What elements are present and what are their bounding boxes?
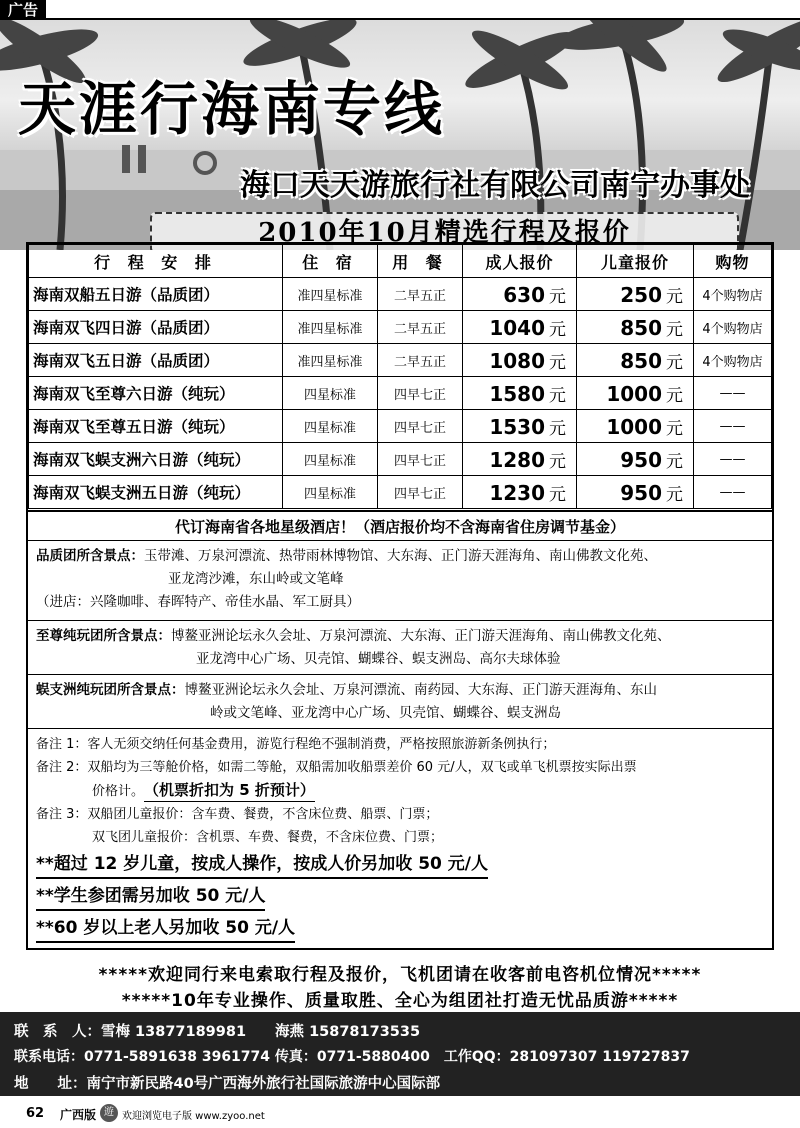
meal-cell: 四早七正 <box>378 476 463 509</box>
route-cell: 海南双飞四日游（品质团） <box>29 311 283 344</box>
table-row <box>29 476 772 509</box>
adult-price: 1040 <box>489 315 545 340</box>
shop-cell: 4个购物店 <box>694 344 772 377</box>
header-child: 儿童报价 <box>577 245 694 278</box>
premium-label: 至尊纯玩团所含景点： <box>36 628 171 644</box>
hotel-cell: 准四星标准 <box>283 311 378 344</box>
wuzhizhou-line1 <box>36 679 764 702</box>
contact-panel <box>0 1012 800 1096</box>
adult-price-cell <box>463 311 577 344</box>
quality-line2: 亚龙湾沙滩，东山岭或文笔峰 <box>168 571 344 587</box>
quality-label: 品质团所含景点： <box>36 548 144 564</box>
child-price: 1000 <box>606 381 662 406</box>
quality-line1 <box>36 545 764 568</box>
table-row <box>29 311 772 344</box>
table-row <box>29 278 772 311</box>
meal-cell: 四早七正 <box>378 377 463 410</box>
date-banner: 2010年10月精选行程及报价 <box>150 212 739 250</box>
child-price: 850 <box>620 348 662 373</box>
hotel-cell: 四星标准 <box>283 377 378 410</box>
table-header-row <box>29 245 772 278</box>
adult-price-cell <box>463 278 577 311</box>
wuzhizhou-label: 蜈支洲纯玩团所含景点： <box>36 682 185 698</box>
table-row <box>29 443 772 476</box>
currency-unit: 元 <box>549 385 566 406</box>
adult-price-cell <box>463 443 577 476</box>
note-2-line2 <box>36 779 764 803</box>
note-bold-1-wrap <box>36 851 764 879</box>
hotel-cell: 四星标准 <box>283 476 378 509</box>
contact-address: 地 址：南宁市新民路40号广西海外旅行社国际旅游中心国际部 <box>14 1076 441 1092</box>
meal-cell: 四早七正 <box>378 443 463 476</box>
currency-unit: 元 <box>549 451 566 472</box>
child-price-cell <box>577 410 694 443</box>
note-3b: 双飞团儿童报价：含机票、车费、餐费，不含床位费、门票； <box>92 830 444 845</box>
notes-section <box>28 728 772 950</box>
route-cell: 海南双飞至尊六日游（纯玩） <box>29 377 283 410</box>
currency-unit: 元 <box>549 484 566 505</box>
child-price-cell <box>577 377 694 410</box>
currency-unit: 元 <box>666 484 683 505</box>
magazine-logo-icon: 遊 <box>100 1104 118 1122</box>
shop-cell: 4个购物店 <box>694 311 772 344</box>
ad-tag: 广告 <box>0 0 46 20</box>
note-bold-3-wrap <box>36 915 764 943</box>
currency-unit: 元 <box>666 385 683 406</box>
note-bold-3: **60 岁以上老人另加收 50 元/人 <box>36 915 295 943</box>
premium-line1 <box>36 625 764 648</box>
hotel-cell: 准四星标准 <box>283 344 378 377</box>
shop-cell: 4个购物店 <box>694 278 772 311</box>
note-3a: 备注 3：双船团儿童报价：含车费、餐费，不含床位费、船票、门票； <box>36 807 439 822</box>
route-cell: 海南双船五日游（品质团） <box>29 278 283 311</box>
premium-tour-section <box>28 620 772 674</box>
magazine-edition: 广西版 <box>60 1108 97 1122</box>
note-bold-2-wrap <box>36 883 764 911</box>
adult-price-cell <box>463 410 577 443</box>
meal-cell: 二早五正 <box>378 278 463 311</box>
child-price-cell <box>577 344 694 377</box>
note-bold-2: **学生参团需另加收 50 元/人 <box>36 883 265 911</box>
shop-cell: —— <box>694 377 772 410</box>
quality-spots: 玉带滩、万泉河漂流、热带雨林博物馆、大东海、正门游天涯海角、南山佛教文化苑、 <box>144 548 657 564</box>
child-price: 850 <box>620 315 662 340</box>
slogan-1: *****欢迎同行来电索取行程及报价，飞机团请在收客前电咨机位情况***** <box>98 965 702 985</box>
shop-cell: —— <box>694 443 772 476</box>
child-price-cell <box>577 311 694 344</box>
meal-cell: 二早五正 <box>378 311 463 344</box>
currency-unit: 元 <box>549 319 566 340</box>
meal-cell: 四早七正 <box>378 410 463 443</box>
adult-price: 630 <box>503 282 545 307</box>
header-route: 行 程 安 排 <box>29 245 283 278</box>
page-number: 62 <box>26 1106 45 1121</box>
currency-unit: 元 <box>666 286 683 307</box>
header-shop: 购物 <box>694 245 772 278</box>
headline-title: 天涯行海南专线 <box>18 75 446 143</box>
route-cell: 海南双飞蜈支洲五日游（纯玩） <box>29 476 283 509</box>
currency-unit: 元 <box>666 319 683 340</box>
hotel-booking-note: 代订海南省各地星级酒店！（酒店报价均不含海南省住房调节基金） <box>28 510 772 540</box>
route-cell: 海南双飞五日游（品质团） <box>29 344 283 377</box>
adult-price: 1280 <box>489 447 545 472</box>
adult-price: 1080 <box>489 348 545 373</box>
hero-banner <box>0 20 800 250</box>
child-price: 950 <box>620 480 662 505</box>
meal-cell: 二早五正 <box>378 344 463 377</box>
quality-shops: （进店：兴隆咖啡、春晖特产、帝佳水晶、军工厨具） <box>36 594 360 610</box>
website-link[interactable]: 欢迎浏览电子版 www.zyoo.net <box>122 1111 265 1122</box>
adult-price: 1530 <box>489 414 545 439</box>
page-footer <box>0 1100 800 1128</box>
shop-cell: —— <box>694 410 772 443</box>
table-row <box>29 377 772 410</box>
wuzhizhou-spots: 博鳌亚洲论坛永久会址、万泉河漂流、南药园、大东海、正门游天涯海角、东山 <box>184 682 657 698</box>
currency-unit: 元 <box>666 451 683 472</box>
adult-price: 1230 <box>489 480 545 505</box>
hotel-cell: 准四星标准 <box>283 278 378 311</box>
note-bold-1: **超过 12 岁儿童，按成人操作，按成人价另加收 50 元/人 <box>36 851 488 879</box>
header-hotel: 住 宿 <box>283 245 378 278</box>
slogan-2: *****10年专业操作、质量取胜、全心为组团社打造无忧品质游***** <box>121 991 679 1011</box>
quality-tour-section <box>28 540 772 618</box>
note-2c: （机票折扣为 5 折预计） <box>144 779 315 802</box>
header-meal: 用 餐 <box>378 245 463 278</box>
note-2a: 备注 2：双船均为三等舱价格，如需二等舱，双船需加收船票差价 60 元/人，双飞或单飞机票按实际出票 <box>36 760 637 775</box>
shop-cell: —— <box>694 476 772 509</box>
child-price-cell <box>577 443 694 476</box>
child-price: 250 <box>620 282 662 307</box>
wuzhizhou-line2: 岭或文笔峰、亚龙湾中心广场、贝壳馆、蝴蝶谷、蜈支洲岛 <box>210 705 561 721</box>
hotel-cell: 四星标准 <box>283 410 378 443</box>
premium-line2: 亚龙湾中心广场、贝壳馆、蝴蝶谷、蜈支洲岛、高尔夫球体验 <box>196 651 561 667</box>
child-price-cell <box>577 476 694 509</box>
child-price: 950 <box>620 447 662 472</box>
price-table <box>28 244 772 509</box>
currency-unit: 元 <box>549 418 566 439</box>
header-adult: 成人报价 <box>463 245 577 278</box>
child-price-cell <box>577 278 694 311</box>
hotel-cell: 四星标准 <box>283 443 378 476</box>
note-2b: 价格计。 <box>92 784 145 799</box>
adult-price-cell <box>463 476 577 509</box>
wuzhizhou-tour-section <box>28 674 772 728</box>
premium-spots: 博鳌亚洲论坛永久会址、万泉河漂流、大东海、正门游天涯海角、南山佛教文化苑、 <box>171 628 671 644</box>
adult-price-cell <box>463 377 577 410</box>
route-cell: 海南双飞蜈支洲六日游（纯玩） <box>29 443 283 476</box>
currency-unit: 元 <box>666 352 683 373</box>
table-row <box>29 344 772 377</box>
company-name: 海口天天游旅行社有限公司南宁办事处 <box>240 168 750 203</box>
note-1: 备注 1：客人无须交纳任何基金费用，游览行程绝不强制消费，严格按照旅游新条例执行； <box>36 737 556 752</box>
currency-unit: 元 <box>666 418 683 439</box>
child-price: 1000 <box>606 414 662 439</box>
route-cell: 海南双飞至尊五日游（纯玩） <box>29 410 283 443</box>
adult-price: 1580 <box>489 381 545 406</box>
currency-unit: 元 <box>549 352 566 373</box>
contact-phones: 联系电话：0771-5891638 3961774 传真：0771-5880400 工作QQ：281097307 119727837 <box>14 1049 690 1065</box>
adult-price-cell <box>463 344 577 377</box>
currency-unit: 元 <box>549 286 566 307</box>
table-row <box>29 410 772 443</box>
contact-persons: 联 系 人：雪梅 13877189981 海燕 15878173535 <box>14 1024 421 1040</box>
